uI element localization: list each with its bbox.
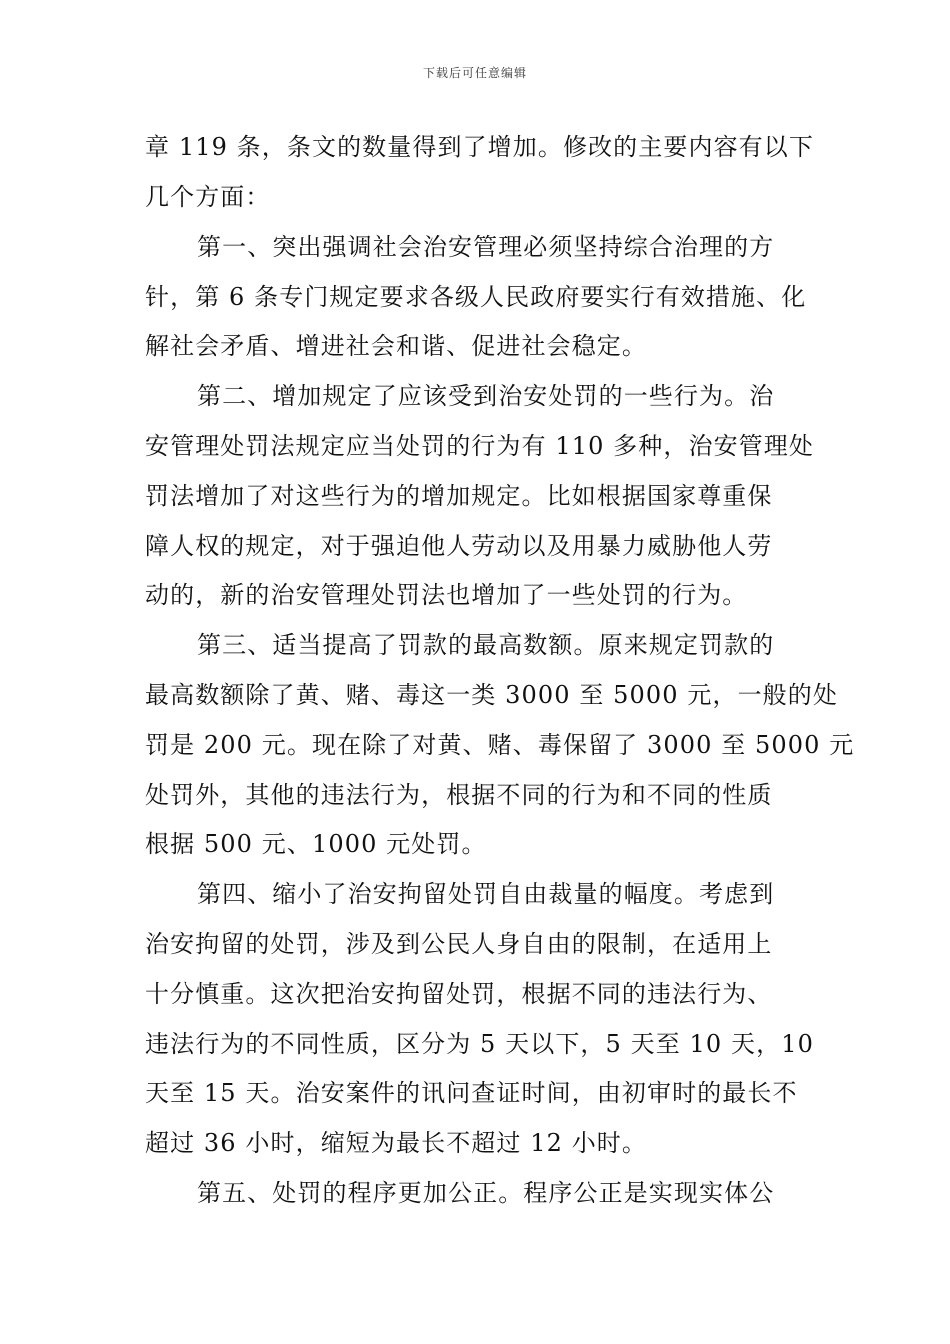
text-line: 天至 15 天。治安案件的讯问查证时间，由初审时的最长不	[145, 1079, 798, 1107]
text-line: 罚是 200 元。现在除了对黄、赌、毒保留了 3000 至 5000 元	[145, 731, 855, 759]
text-line: 障人权的规定，对于强迫他人劳动以及用暴力威胁他人劳	[145, 532, 773, 560]
text-line: 治安拘留的处罚，涉及到公民人身自由的限制，在适用上	[145, 930, 773, 958]
text-line: 几个方面：	[145, 183, 271, 211]
paragraph-first-line: 第二、增加规定了应该受到治安处罚的一些行为。治	[197, 382, 775, 410]
text-line: 针，第 6 条专门规定要求各级人民政府要实行有效措施、化	[145, 283, 807, 311]
paragraph-first-line: 第三、适当提高了罚款的最高数额。原来规定罚款的	[197, 631, 775, 659]
paragraph-first-line: 第四、缩小了治安拘留处罚自由裁量的幅度。考虑到	[197, 880, 775, 908]
text-line: 处罚外，其他的违法行为，根据不同的行为和不同的性质	[145, 781, 773, 809]
text-line: 最高数额除了黄、赌、毒这一类 3000 至 5000 元，一般的处	[145, 681, 838, 709]
text-line: 违法行为的不同性质，区分为 5 天以下，5 天至 10 天，10	[145, 1030, 814, 1058]
text-line: 根据 500 元、1000 元处罚。	[145, 830, 487, 858]
text-line: 解社会矛盾、增进社会和谐、促进社会稳定。	[145, 332, 647, 360]
text-line: 动的，新的治安管理处罚法也增加了一些处罚的行为。	[145, 581, 748, 609]
text-line: 安管理处罚法规定应当处罚的行为有 110 多种，治安管理处	[145, 432, 814, 460]
page-header: 下载后可任意编辑	[422, 66, 527, 80]
text-line: 十分慎重。这次把治安拘留处罚，根据不同的违法行为、	[145, 980, 773, 1008]
text-line: 超过 36 小时，缩短为最长不超过 12 小时。	[145, 1129, 647, 1157]
text-line: 罚法增加了对这些行为的增加规定。比如根据国家尊重保	[145, 482, 773, 510]
paragraph-first-line: 第一、突出强调社会治安管理必须坚持综合治理的方	[197, 233, 775, 261]
text-line: 章 119 条，条文的数量得到了增加。修改的主要内容有以下	[145, 133, 814, 161]
paragraph-first-line: 第五、处罚的程序更加公正。程序公正是实现实体公	[197, 1179, 775, 1207]
